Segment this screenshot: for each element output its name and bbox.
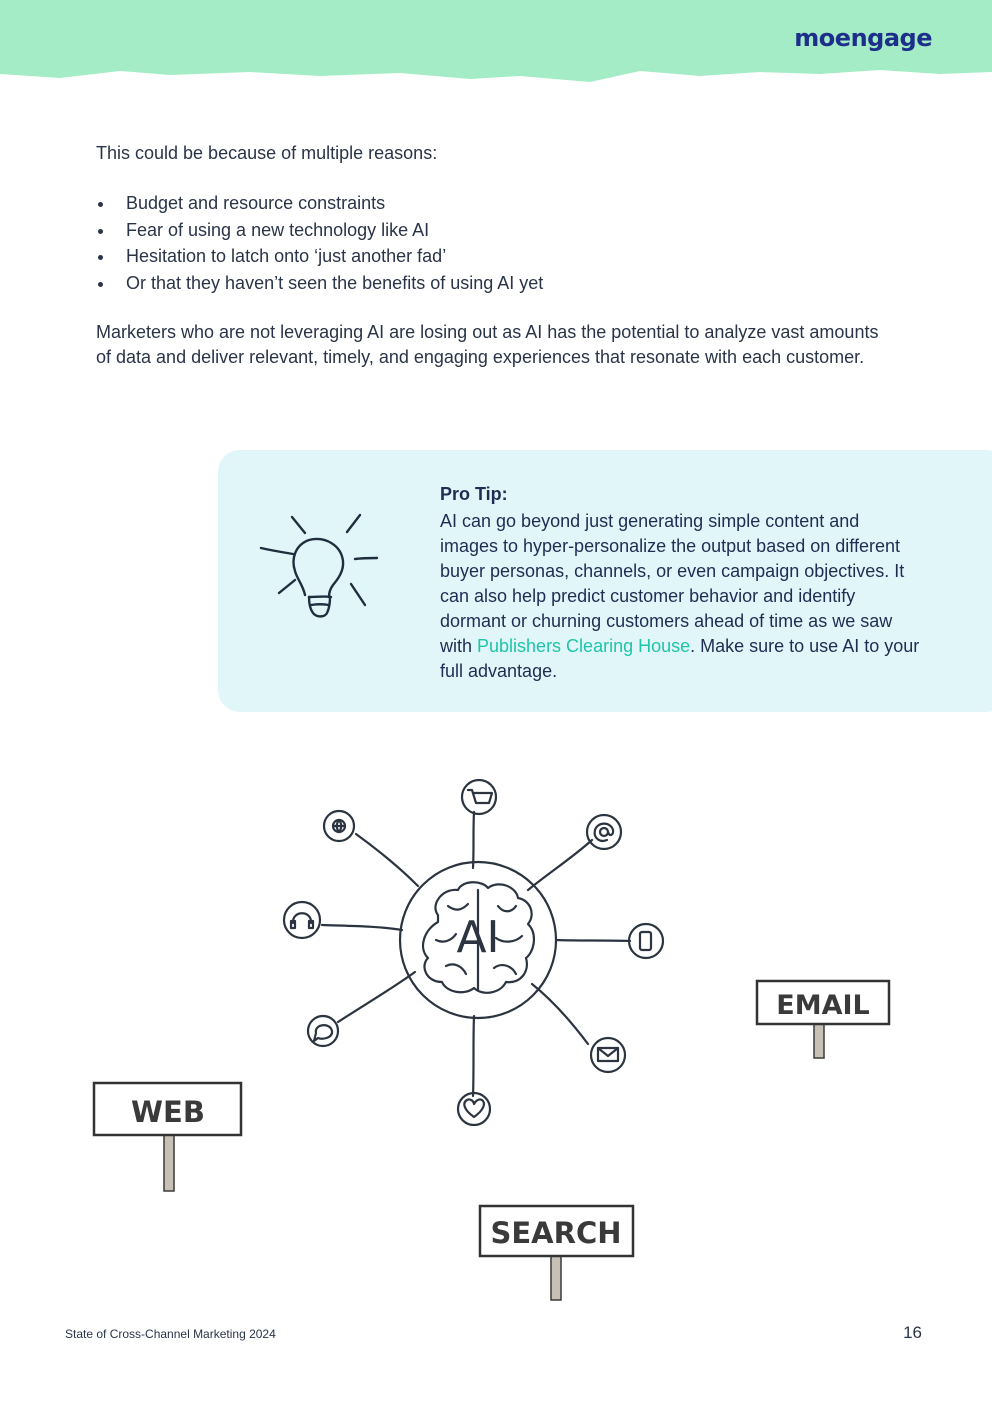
- pro-tip-body: [440, 509, 920, 684]
- list-item: Or that they haven’t seen the benefits of using AI yet: [96, 270, 896, 297]
- body-paragraph: Marketers who are not leveraging AI are losing out as AI has the potential to analyze vast amounts of data and deliver relevant, timely, and engaging experiences that resonate with each customer.: [96, 322, 879, 367]
- reasons-list: [96, 190, 896, 296]
- search-sign: [480, 1206, 633, 1300]
- pro-tip-title: Pro Tip:: [440, 484, 508, 504]
- body-content: [96, 141, 896, 370]
- list-item: Budget and resource constraints: [96, 190, 896, 217]
- list-item: Fear of using a new technology like AI: [96, 217, 896, 244]
- email-sign: [757, 981, 889, 1058]
- page-number: 16: [903, 1323, 922, 1342]
- header-band: [0, 0, 992, 95]
- intro-text: This could be because of multiple reasons:: [96, 143, 438, 163]
- pro-tip-text-end: . Make sure to use AI to your full advantage.: [440, 636, 920, 681]
- footer-title: State of Cross-Channel Marketing 2024: [65, 1327, 276, 1341]
- ai-channels-illustration: [0, 760, 992, 1320]
- search-sign-label: SEARCH: [490, 1216, 622, 1250]
- list-item: Hesitation to latch onto ‘just another fad’: [96, 243, 896, 270]
- ai-center-label: AI: [456, 912, 500, 963]
- web-sign-label: WEB: [131, 1095, 205, 1129]
- pro-tip-text: AI can go beyond just generating simple content and images to hyper-personalize the output based on different buyer personas, channels, or even campaign objectives. It can also help predict customer behavior and identify dormant or churning customers ahead of time as we saw with: [440, 511, 905, 656]
- email-sign-label: EMAIL: [776, 990, 870, 1021]
- publishers-clearing-house-link[interactable]: Publishers Clearing House: [477, 636, 691, 656]
- web-sign: [94, 1083, 241, 1191]
- moengage-logo: moengage: [794, 24, 932, 52]
- lightbulb-icon: [255, 505, 380, 630]
